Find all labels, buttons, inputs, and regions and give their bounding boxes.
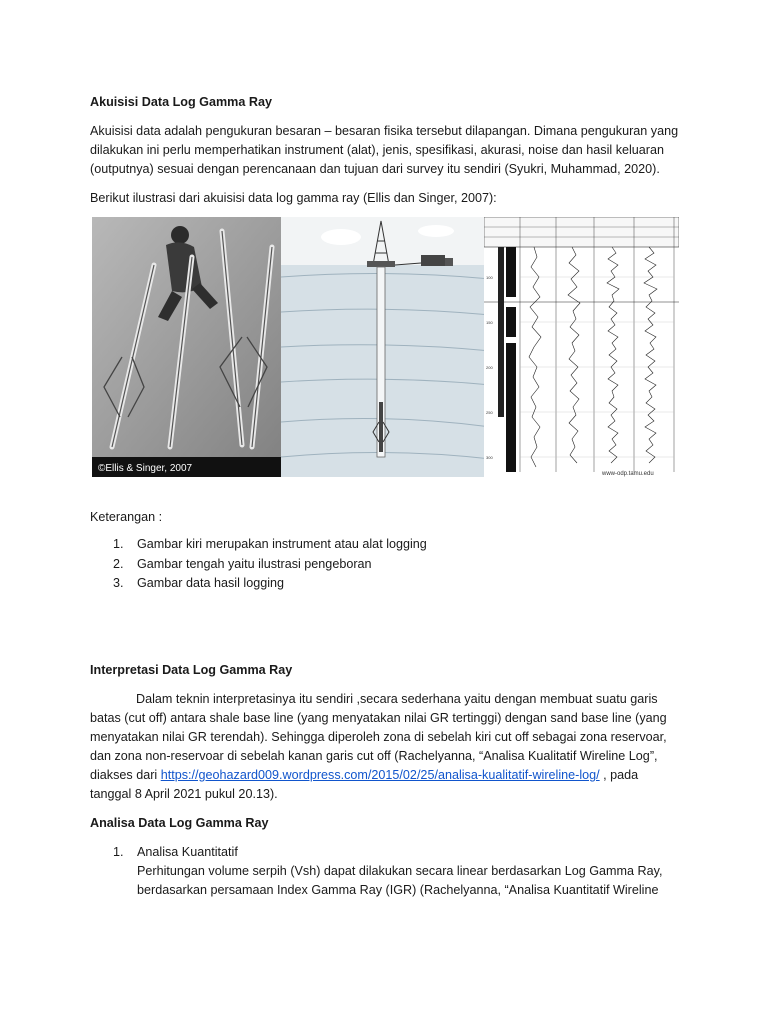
paragraph-line: batas (cut off) antara shale base line (yang menyatakan nilai GR tertinggi) dengan sand base line (yang bbox=[90, 711, 667, 725]
paragraph-line: dilakukan ini perlu memperhatikan instrument (alat), jenis, spesifikasi, akurasi, noise dan hasil keluaran bbox=[90, 143, 664, 157]
svg-text:150: 150 bbox=[486, 320, 493, 325]
paragraph-line: Perhitungan volume serpih (Vsh) dapat dilakukan secara linear berdasarkan Log Gamma Ray, bbox=[137, 864, 663, 878]
paragraph-akuisisi bbox=[90, 122, 680, 179]
paragraph-line: dan zona non-reservoar di sebelah kanan garis cut off (Rachelyanna, “Analisa Kualitatif Wireline Log”, bbox=[90, 749, 658, 763]
figure-right-credit: www-odp.tamu.edu bbox=[602, 471, 654, 477]
list-text: Gambar data hasil logging bbox=[137, 576, 285, 590]
list-number: 1. bbox=[113, 845, 124, 859]
logging-instruments-photo bbox=[92, 217, 297, 477]
keterangan-label: Keterangan : bbox=[90, 510, 163, 524]
list-item bbox=[113, 535, 427, 554]
list-number: 1. bbox=[113, 537, 124, 551]
svg-text:250: 250 bbox=[486, 410, 493, 415]
paragraph-line: (outputnya) sesuai dengan perencanaan dan tujuan dari survey itu sendiri (Syukri, Muhammad, 2020). bbox=[90, 162, 660, 176]
svg-text:300: 300 bbox=[486, 455, 493, 460]
paragraph-line: berdasarkan persamaan Index Gamma Ray (IGR) (Rachelyanna, “Analisa Kuantitatif Wireline bbox=[137, 883, 659, 897]
figure-gamma-ray-acquisition bbox=[92, 217, 679, 477]
svg-text:200: 200 bbox=[486, 365, 493, 370]
paragraph-line: menyatakan nilai GR terendah). Sehingga diperoleh zona di sebelah kiri cut off sebagai zona reservoar, bbox=[90, 730, 667, 744]
paragraph-line: Akuisisi data adalah pengukuran besaran – besaran fisika tersebut dilapangan. Dimana pengukuran yang bbox=[90, 124, 679, 138]
list-item bbox=[113, 843, 238, 862]
paragraph-line-with-link: diakses dari https://geohazard009.wordpress.com/2015/02/25/analisa-kualitatif-wireline-log/ , pada bbox=[90, 768, 639, 782]
paragraph-line: Dalam teknin interpretasinya itu sendiri ,secara sederhana yaitu dengan membuat suatu garis bbox=[136, 692, 658, 706]
section-title-interpretasi: Interpretasi Data Log Gamma Ray bbox=[90, 663, 293, 677]
list-item bbox=[113, 574, 284, 593]
section-title-akuisisi: Akuisisi Data Log Gamma Ray bbox=[90, 95, 272, 109]
figure-intro-text: Berikut ilustrasi dari akuisisi data log gamma ray (Ellis dan Singer, 2007): bbox=[90, 191, 497, 205]
list-text: Analisa Kuantitatif bbox=[137, 845, 238, 859]
figure-left-credit: ©Ellis & Singer, 2007 bbox=[98, 463, 193, 474]
list-number: 3. bbox=[113, 576, 124, 590]
section-title-analisa: Analisa Data Log Gamma Ray bbox=[90, 816, 269, 830]
list-text: Gambar kiri merupakan instrument atau alat logging bbox=[137, 537, 427, 551]
paragraph-interpretasi bbox=[90, 690, 680, 804]
svg-text:100: 100 bbox=[486, 275, 493, 280]
list-number: 2. bbox=[113, 557, 124, 571]
list-item bbox=[113, 555, 372, 574]
paragraph-line: tanggal 8 April 2021 pukul 20.13). bbox=[90, 787, 278, 801]
well-log-data-chart bbox=[484, 217, 679, 477]
drilling-illustration bbox=[281, 217, 491, 477]
list-text: Gambar tengah yaitu ilustrasi pengeboran bbox=[137, 557, 372, 571]
reference-link[interactable]: https://geohazard009.wordpress.com/2015/02/25/analisa-kualitatif-wireline-log/ bbox=[160, 768, 600, 782]
